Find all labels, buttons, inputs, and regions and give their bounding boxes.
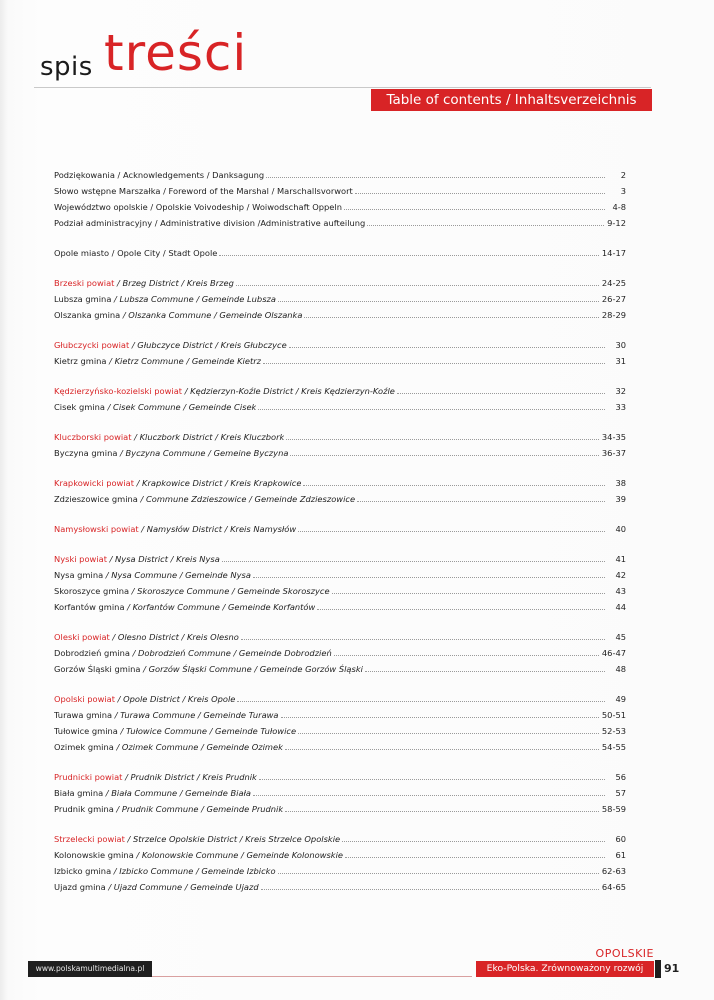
toc-entry-label bbox=[54, 882, 259, 892]
toc-page-number: 48 bbox=[615, 664, 626, 674]
toc-entry-label bbox=[54, 448, 288, 458]
toc-entry-translation: / Turawa Commune / Gemeinde Turawa bbox=[112, 710, 279, 720]
toc-entry[interactable] bbox=[54, 242, 626, 258]
toc-entry[interactable] bbox=[54, 798, 626, 814]
toc-entry-label bbox=[54, 170, 264, 180]
toc-entry-label bbox=[54, 694, 235, 704]
toc-leader-dots bbox=[290, 454, 598, 456]
toc-section-gap bbox=[54, 258, 626, 272]
toc-entry-translation: / Głubczyce District / Kreis Głubczyce bbox=[129, 340, 287, 350]
toc-leader-dots bbox=[289, 346, 605, 348]
toc-entry[interactable] bbox=[54, 596, 626, 612]
toc-entry[interactable] bbox=[54, 844, 626, 860]
toc-leader-dots bbox=[298, 530, 605, 532]
toc-page-number: 58-59 bbox=[601, 804, 626, 814]
toc-entry-label bbox=[54, 866, 276, 876]
toc-page-number: 57 bbox=[615, 788, 626, 798]
toc-leader-dots bbox=[298, 732, 599, 734]
toc-leader-dots bbox=[219, 254, 598, 256]
toc-entry-translation: / Cisek Commune / Gemeinde Cisek bbox=[104, 402, 257, 412]
toc-leader-dots bbox=[222, 560, 605, 562]
toc-district-name: Kluczborski powiat bbox=[54, 432, 132, 442]
toc-page-number: 61 bbox=[615, 850, 626, 860]
toc-entry-label bbox=[54, 218, 365, 228]
toc-page-number: 28-29 bbox=[601, 310, 626, 320]
footer-divider bbox=[152, 976, 472, 977]
toc-entry-label bbox=[54, 340, 287, 350]
toc-district-name: Namysłowski powiat bbox=[54, 524, 139, 534]
toc-entry-translation: / Korfantów Commune / Gemeinde Korfantów bbox=[124, 602, 316, 612]
toc-leader-dots bbox=[253, 794, 605, 796]
toc-leader-dots bbox=[253, 576, 605, 578]
toc-entry-label bbox=[54, 294, 276, 304]
toc-commune-name: Cisek gmina bbox=[54, 402, 105, 412]
toc-entry[interactable] bbox=[54, 688, 626, 704]
toc-entry-label bbox=[54, 772, 257, 782]
toc-commune-name: Gorzów Śląski gmina bbox=[54, 664, 141, 674]
footer-brand: OPOLSKIE bbox=[595, 947, 654, 960]
toc-section-gap bbox=[54, 320, 626, 334]
toc-entry[interactable] bbox=[54, 488, 626, 504]
toc-leader-dots bbox=[397, 392, 605, 394]
toc-page-number: 43 bbox=[615, 586, 626, 596]
toc-leader-dots bbox=[266, 176, 605, 178]
toc-page-number: 26-27 bbox=[601, 294, 626, 304]
toc-entry-translation: / Izbicko Commune / Gemeinde Izbicko bbox=[111, 866, 276, 876]
toc-commune-name: Izbicko gmina bbox=[54, 866, 112, 876]
title-large: treści bbox=[104, 24, 248, 82]
toc-section-gap bbox=[54, 458, 626, 472]
toc-entry-label bbox=[54, 432, 284, 442]
toc-leader-dots bbox=[355, 192, 605, 194]
toc-page-number: 45 bbox=[615, 632, 626, 642]
toc-entry-label bbox=[54, 524, 296, 534]
toc-section-gap bbox=[54, 752, 626, 766]
toc-entry-text: Słowo wstępne Marszałka / Foreword of the Marshal / Marschallsvorwort bbox=[54, 186, 353, 196]
toc-entry-translation: / Strzelce Opolskie District / Kreis Strzelce Opolskie bbox=[124, 834, 341, 844]
toc-commune-name: Prudnik gmina bbox=[54, 804, 114, 814]
toc-entry[interactable] bbox=[54, 642, 626, 658]
toc-entry-label bbox=[54, 586, 330, 596]
toc-entry[interactable] bbox=[54, 304, 626, 320]
toc-page-number: 60 bbox=[615, 834, 626, 844]
toc-leader-dots bbox=[278, 300, 599, 302]
toc-entry-translation: / Olszanka Commune / Gemeinde Olszanka bbox=[120, 310, 303, 320]
toc-page-number: 64-65 bbox=[601, 882, 626, 892]
toc-commune-name: Turawa gmina bbox=[54, 710, 113, 720]
toc-entry-label bbox=[54, 726, 296, 736]
toc-commune-name: Olszanka gmina bbox=[54, 310, 121, 320]
toc-entry[interactable] bbox=[54, 720, 626, 736]
toc-entry-label bbox=[54, 742, 283, 752]
toc-entry-translation: / Krapkowice District / Kreis Krapkowice bbox=[133, 478, 302, 488]
toc-commune-name: Byczyna gmina bbox=[54, 448, 118, 458]
toc-leader-dots bbox=[263, 362, 605, 364]
toc-entry[interactable] bbox=[54, 472, 626, 488]
toc-entry-translation: / Byczyna Commune / Gemeine Byczyna bbox=[117, 448, 289, 458]
toc-leader-dots bbox=[237, 700, 605, 702]
toc-entry[interactable] bbox=[54, 564, 626, 580]
toc-commune-name: Korfantów gmina bbox=[54, 602, 125, 612]
toc-leader-dots bbox=[334, 654, 599, 656]
toc-entry-text: Opole miasto / Opole City / Stadt Opole bbox=[54, 248, 218, 258]
toc-district-name: Oleski powiat bbox=[54, 632, 110, 642]
toc-commune-name: Tułowice gmina bbox=[54, 726, 118, 736]
toc-district-name: Krapkowicki powiat bbox=[54, 478, 134, 488]
toc-entry[interactable] bbox=[54, 626, 626, 642]
toc-entry[interactable] bbox=[54, 704, 626, 720]
toc-page-number: 31 bbox=[615, 356, 626, 366]
toc-entry-translation: / Nysa District / Kreis Nysa bbox=[106, 554, 220, 564]
toc-leader-dots bbox=[304, 316, 598, 318]
toc-section-gap bbox=[54, 534, 626, 548]
toc-entry-label bbox=[54, 664, 363, 674]
toc-entry-label bbox=[54, 478, 301, 488]
toc-entry-label bbox=[54, 402, 256, 412]
toc-commune-name: Kietrz gmina bbox=[54, 356, 107, 366]
toc-district-name: Głubczycki powiat bbox=[54, 340, 130, 350]
toc-entry[interactable] bbox=[54, 272, 626, 288]
toc-page-number: 54-55 bbox=[601, 742, 626, 752]
toc-page-number: 41 bbox=[615, 554, 626, 564]
toc-entry-translation: / Gorzów Śląski Commune / Gemeinde Gorzów Śląski bbox=[140, 664, 363, 674]
toc-entry-translation: / Olesno District / Kreis Olesno bbox=[109, 632, 239, 642]
toc-page-number: 24-25 bbox=[601, 278, 626, 288]
toc-page-number: 30 bbox=[615, 340, 626, 350]
toc-entry[interactable] bbox=[54, 736, 626, 752]
toc-page-number: 34-35 bbox=[601, 432, 626, 442]
toc-entry[interactable] bbox=[54, 782, 626, 798]
toc-commune-name: Lubsza gmina bbox=[54, 294, 112, 304]
toc-entry-label bbox=[54, 494, 355, 504]
toc-entry[interactable] bbox=[54, 334, 626, 350]
toc-page-number: 62-63 bbox=[601, 866, 626, 876]
toc-leader-dots bbox=[345, 856, 605, 858]
toc-entry-translation: / Kędzierzyn-Koźle District / Kreis Kędzierzyn-Koźle bbox=[182, 386, 395, 396]
toc-leader-dots bbox=[332, 592, 605, 594]
toc-entry-label bbox=[54, 850, 343, 860]
toc-entry-text: Województwo opolskie / Opolskie Voivodeship / Woiwodschaft Oppeln bbox=[54, 202, 342, 212]
toc-entry[interactable] bbox=[54, 828, 626, 844]
toc-entry-label bbox=[54, 278, 234, 288]
toc-entry-translation: / Brzeg District / Kreis Brzeg bbox=[114, 278, 234, 288]
toc-leader-dots bbox=[259, 778, 605, 780]
toc-page-number: 38 bbox=[615, 478, 626, 488]
toc-entry-translation: / Ozimek Commune / Gemeinde Ozimek bbox=[113, 742, 283, 752]
toc-entry-translation: / Ujazd Commune / Gemeinde Ujazd bbox=[105, 882, 259, 892]
title-divider bbox=[34, 87, 651, 88]
toc-entry[interactable] bbox=[54, 580, 626, 596]
toc-entry-label bbox=[54, 310, 302, 320]
toc-commune-name: Kolonowskie gmina bbox=[54, 850, 134, 860]
toc-district-name: Prudnicki powiat bbox=[54, 772, 123, 782]
toc-entry[interactable] bbox=[54, 658, 626, 674]
toc-leader-dots bbox=[241, 638, 605, 640]
toc-district-name: Nyski powiat bbox=[54, 554, 107, 564]
toc-district-name: Strzelecki powiat bbox=[54, 834, 125, 844]
toc-leader-dots bbox=[367, 224, 604, 226]
toc-leader-dots bbox=[303, 484, 605, 486]
toc-entry-label bbox=[54, 710, 279, 720]
toc-leader-dots bbox=[258, 408, 605, 410]
toc-leader-dots bbox=[357, 500, 605, 502]
footer-url[interactable]: www.polskamultimedialna.pl bbox=[28, 961, 152, 977]
toc-entry-label bbox=[54, 386, 395, 396]
toc-entry[interactable] bbox=[54, 426, 626, 442]
toc-leader-dots bbox=[285, 810, 599, 812]
toc-entry-translation: / Dobrodzień Commune / Gemeinde Dobrodzień bbox=[129, 648, 332, 658]
toc-entry-translation: / Skoroszyce Commune / Gemeinde Skoroszyce bbox=[129, 586, 330, 596]
toc-district-name: Kędzierzyńsko-kozielski powiat bbox=[54, 386, 183, 396]
subtitle-banner: Table of contents / Inhaltsverzeichnis bbox=[371, 89, 652, 111]
toc-page-number: 49 bbox=[615, 694, 626, 704]
toc-commune-name: Zdzieszowice gmina bbox=[54, 494, 138, 504]
toc-entry-label bbox=[54, 632, 239, 642]
toc-page-number: 32 bbox=[615, 386, 626, 396]
toc-section-gap bbox=[54, 412, 626, 426]
toc-entry-label bbox=[54, 648, 332, 658]
toc-leader-dots bbox=[344, 208, 605, 210]
toc-leader-dots bbox=[236, 284, 599, 286]
toc-entry-translation: / Kluczbork District / Kreis Kluczbork bbox=[131, 432, 285, 442]
footer-tagline: Eko-Polska. Zrównoważony rozwój bbox=[476, 961, 654, 977]
toc-section-gap bbox=[54, 366, 626, 380]
toc-entry-label bbox=[54, 202, 342, 212]
toc-entry[interactable] bbox=[54, 164, 626, 180]
toc-entry[interactable] bbox=[54, 380, 626, 396]
page-number-bar bbox=[655, 960, 661, 978]
toc-section-gap bbox=[54, 504, 626, 518]
toc-page-number: 33 bbox=[615, 402, 626, 412]
toc-entry[interactable] bbox=[54, 396, 626, 412]
toc-section-gap bbox=[54, 228, 626, 242]
toc-entry-label bbox=[54, 788, 251, 798]
toc-leader-dots bbox=[261, 888, 599, 890]
toc-page-number: 39 bbox=[615, 494, 626, 504]
toc-entry[interactable] bbox=[54, 518, 626, 534]
toc-entry-translation: / Tułowice Commune / Gemeinde Tułowice bbox=[117, 726, 297, 736]
toc-district-name: Opolski powiat bbox=[54, 694, 116, 704]
table-of-contents bbox=[54, 164, 626, 892]
toc-entry-label bbox=[54, 834, 340, 844]
toc-page-number: 46-47 bbox=[601, 648, 626, 658]
toc-entry[interactable] bbox=[54, 212, 626, 228]
toc-entry-label bbox=[54, 248, 217, 258]
toc-entry-translation: / Kolonowskie Commune / Gemeinde Kolonowskie bbox=[133, 850, 344, 860]
page-number: 91 bbox=[664, 962, 680, 975]
toc-leader-dots bbox=[278, 872, 599, 874]
toc-section-gap bbox=[54, 674, 626, 688]
toc-district-name: Brzeski powiat bbox=[54, 278, 115, 288]
toc-page-number: 44 bbox=[615, 602, 626, 612]
toc-entry-translation: / Biała Commune / Gemeinde Biała bbox=[103, 788, 251, 798]
toc-entry[interactable] bbox=[54, 196, 626, 212]
toc-leader-dots bbox=[286, 438, 599, 440]
toc-entry-label bbox=[54, 554, 220, 564]
toc-entry[interactable] bbox=[54, 876, 626, 892]
toc-page-number: 3 bbox=[620, 186, 626, 196]
toc-page-number: 52-53 bbox=[601, 726, 626, 736]
toc-entry[interactable] bbox=[54, 766, 626, 782]
toc-leader-dots bbox=[317, 608, 605, 610]
toc-page-number: 9-12 bbox=[607, 218, 626, 228]
toc-entry-translation: / Kietrz Commune / Gemeinde Kietrz bbox=[106, 356, 261, 366]
title-small: spis bbox=[40, 52, 93, 82]
toc-page-number: 4-8 bbox=[612, 202, 626, 212]
toc-page-number: 50-51 bbox=[601, 710, 626, 720]
toc-entry[interactable] bbox=[54, 442, 626, 458]
toc-entry[interactable] bbox=[54, 288, 626, 304]
toc-section-gap bbox=[54, 814, 626, 828]
toc-entry-label bbox=[54, 356, 261, 366]
toc-leader-dots bbox=[285, 748, 599, 750]
toc-entry-label bbox=[54, 804, 283, 814]
toc-entry-label bbox=[54, 186, 353, 196]
toc-commune-name: Dobrodzień gmina bbox=[54, 648, 130, 658]
toc-section-gap bbox=[54, 612, 626, 626]
toc-leader-dots bbox=[365, 670, 605, 672]
toc-entry[interactable] bbox=[54, 350, 626, 366]
toc-entry-label bbox=[54, 570, 251, 580]
toc-commune-name: Skoroszyce gmina bbox=[54, 586, 130, 596]
toc-entry-translation: / Namysłów District / Kreis Namysłów bbox=[138, 524, 297, 534]
toc-page-number: 56 bbox=[615, 772, 626, 782]
toc-page-number: 36-37 bbox=[601, 448, 626, 458]
toc-entry-translation: / Prudnik District / Kreis Prudnik bbox=[122, 772, 257, 782]
toc-page-number: 2 bbox=[620, 170, 626, 180]
toc-entry-translation: / Lubsza Commune / Gemeinde Lubsza bbox=[111, 294, 276, 304]
toc-entry-translation: / Commune Zdzieszowice / Gemeinde Zdzieszowice bbox=[137, 494, 356, 504]
toc-entry-text: Podziękowania / Acknowledgements / Danksagung bbox=[54, 170, 265, 180]
toc-commune-name: Nysa gmina bbox=[54, 570, 104, 580]
toc-entry-text: Podział administracyjny / Administrative division /Administrative aufteilung bbox=[54, 218, 366, 228]
toc-entry-translation: / Opole District / Kreis Opole bbox=[115, 694, 236, 704]
toc-entry[interactable] bbox=[54, 548, 626, 564]
toc-entry-translation: / Prudnik Commune / Gemeinde Prudnik bbox=[113, 804, 284, 814]
toc-commune-name: Ujazd gmina bbox=[54, 882, 106, 892]
toc-leader-dots bbox=[281, 716, 599, 718]
toc-page-number: 14-17 bbox=[601, 248, 626, 258]
toc-page-number: 40 bbox=[615, 524, 626, 534]
toc-commune-name: Ozimek gmina bbox=[54, 742, 114, 752]
toc-entry-label bbox=[54, 602, 315, 612]
toc-page-number: 42 bbox=[615, 570, 626, 580]
toc-entry[interactable] bbox=[54, 180, 626, 196]
toc-commune-name: Biała gmina bbox=[54, 788, 104, 798]
toc-entry-translation: / Nysa Commune / Gemeinde Nysa bbox=[103, 570, 251, 580]
toc-leader-dots bbox=[342, 840, 605, 842]
toc-entry[interactable] bbox=[54, 860, 626, 876]
